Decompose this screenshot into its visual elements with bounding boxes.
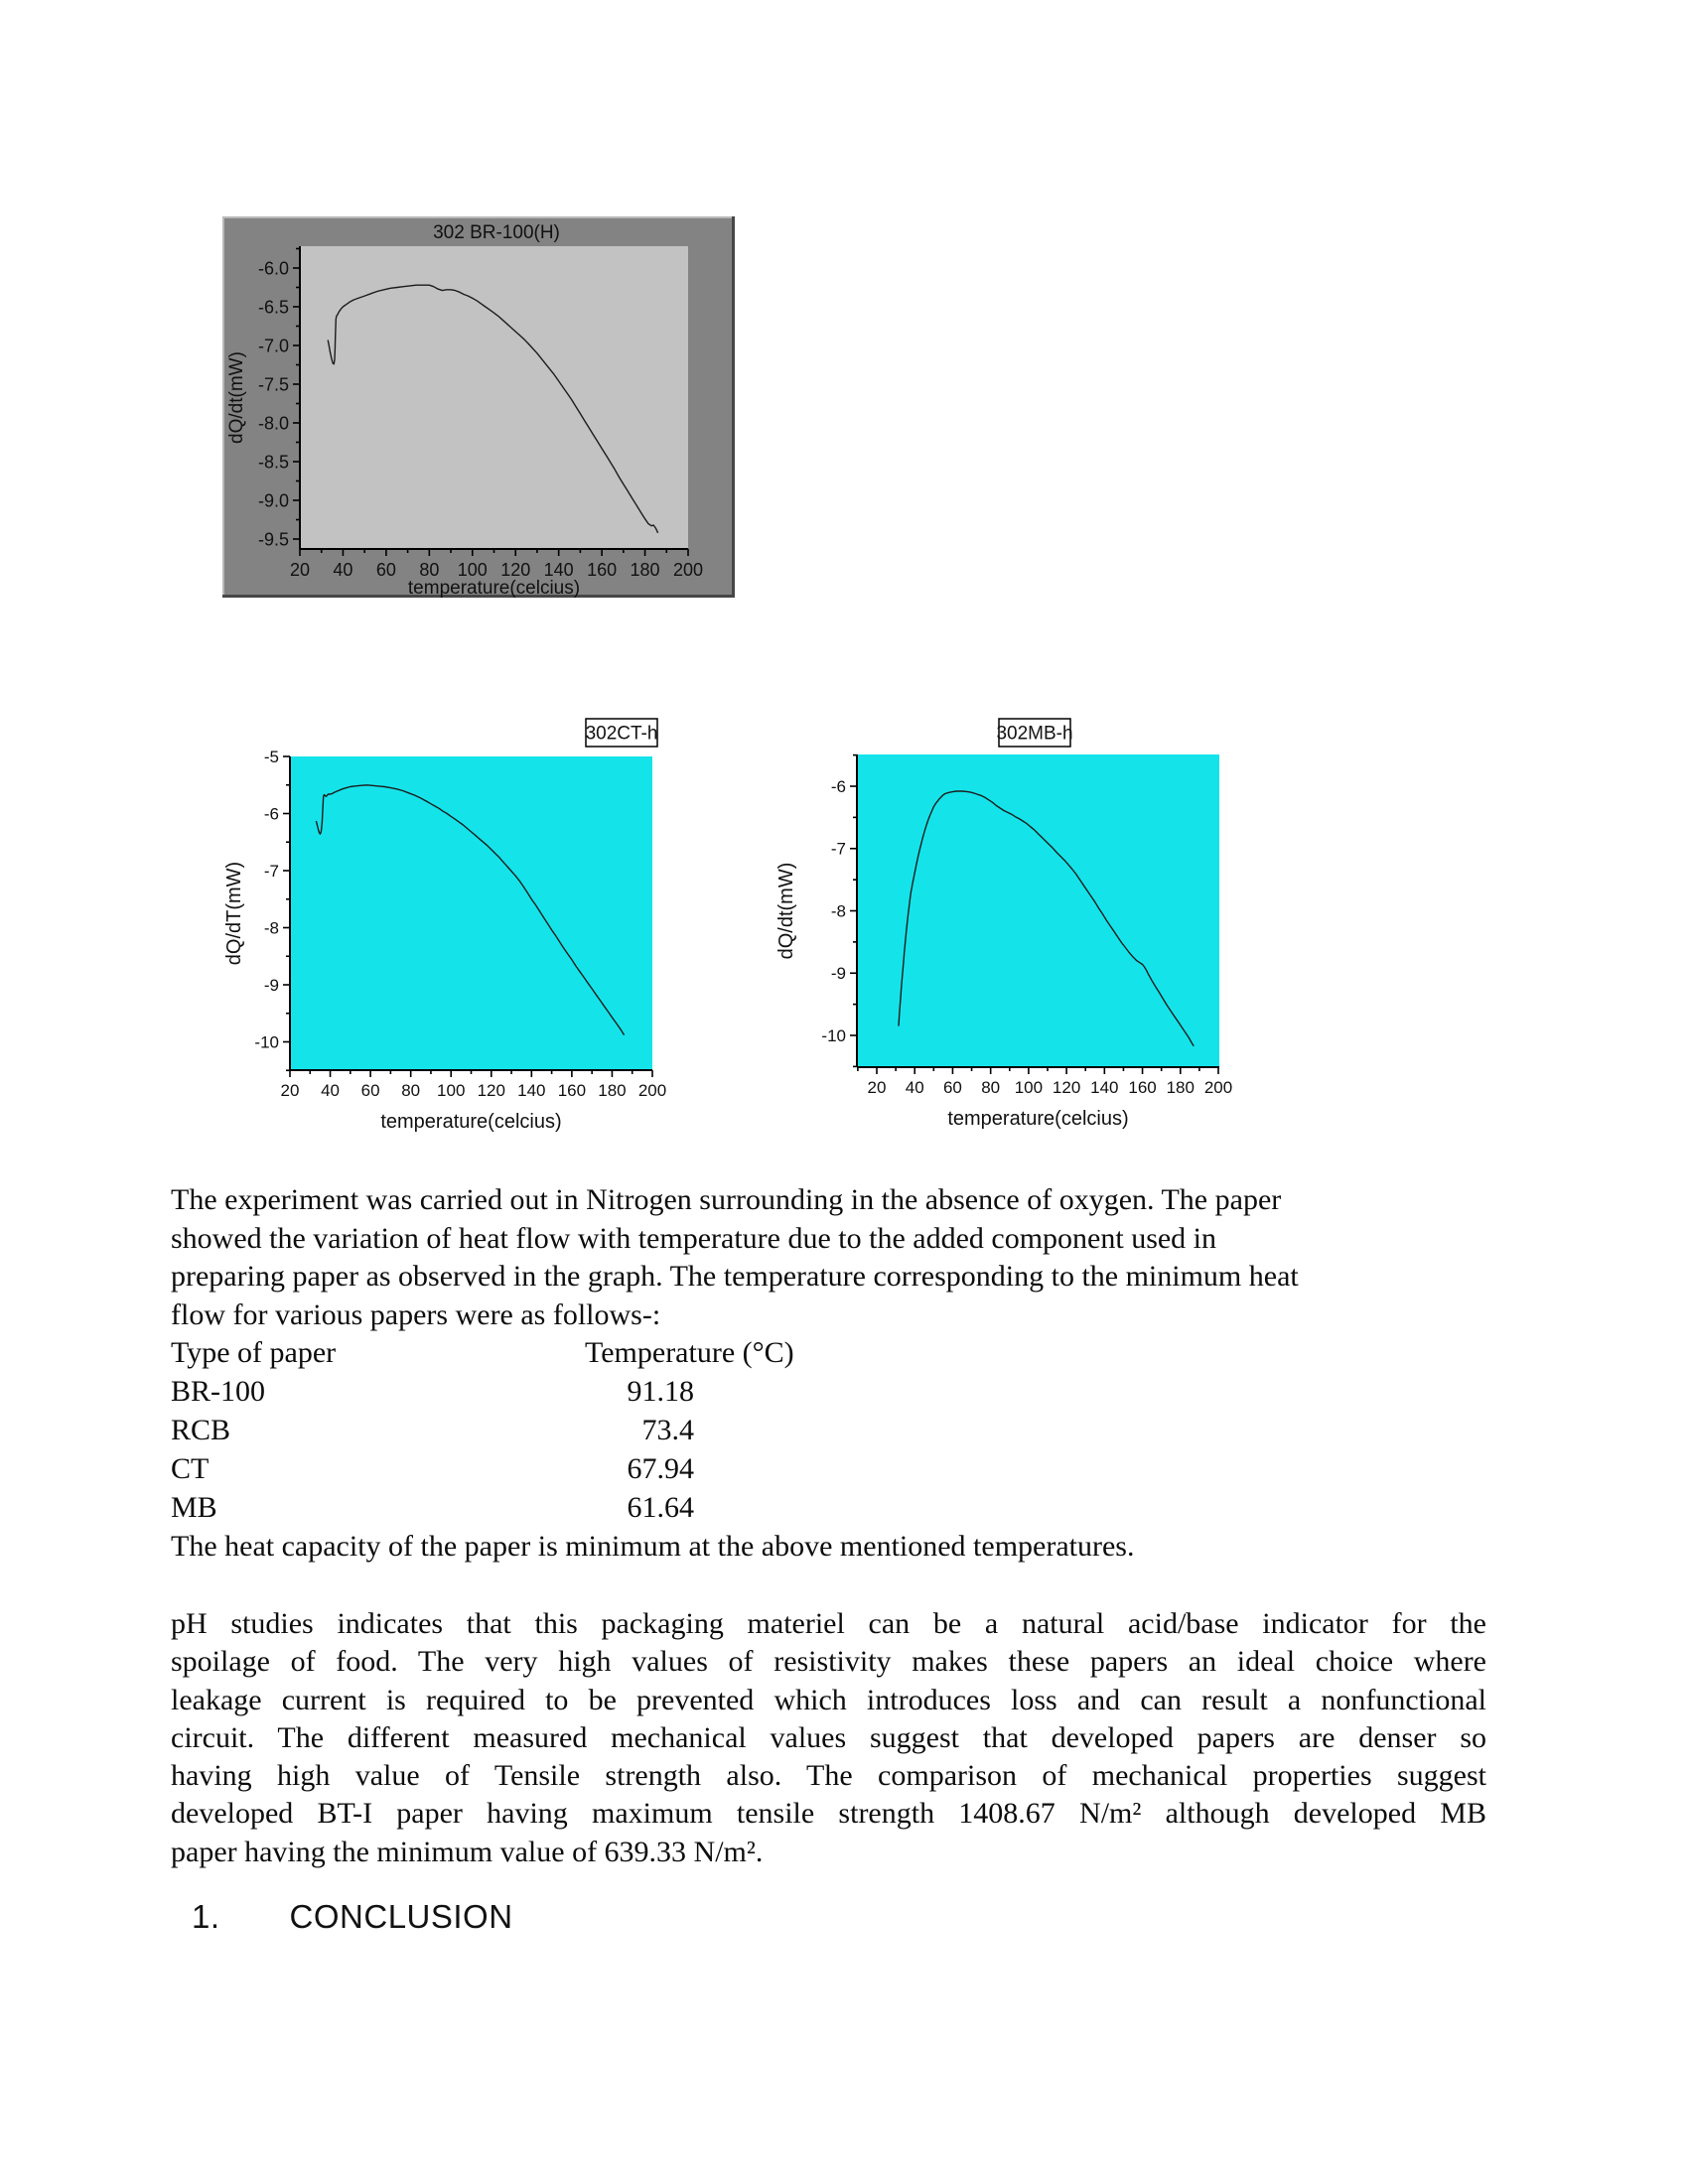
svg-text:-10: -10 xyxy=(821,1025,846,1045)
table-cell-paper-type: CT xyxy=(171,1452,210,1485)
table-row xyxy=(171,1412,1493,1450)
svg-text:100: 100 xyxy=(437,1081,466,1100)
table-cell-temperature: 91.18 xyxy=(627,1375,694,1408)
svg-text:180: 180 xyxy=(630,560,660,580)
text-line: having high value of Tensile strength also. The comparison of mechanical properties suggest xyxy=(171,1759,1486,1793)
chart-302-br-100 xyxy=(222,216,735,598)
svg-text:140: 140 xyxy=(543,560,574,580)
table-cell-temperature: 61.64 xyxy=(627,1491,694,1524)
svg-text:80: 80 xyxy=(981,1078,1001,1097)
svg-text:60: 60 xyxy=(360,1081,380,1100)
svg-text:-6.0: -6.0 xyxy=(257,258,289,279)
svg-text:-7: -7 xyxy=(263,861,279,881)
chart-title: 302MB-h xyxy=(996,723,1073,745)
svg-text:40: 40 xyxy=(333,560,353,580)
svg-text:160: 160 xyxy=(1128,1078,1157,1097)
svg-text:20: 20 xyxy=(867,1078,887,1097)
table-cell-temperature: 67.94 xyxy=(627,1452,694,1485)
svg-text:20: 20 xyxy=(280,1081,300,1100)
table-header-type: Type of paper xyxy=(171,1336,337,1369)
svg-text:-6: -6 xyxy=(263,804,279,824)
svg-text:-7.5: -7.5 xyxy=(257,374,289,395)
table-row xyxy=(171,1450,1493,1489)
svg-text:100: 100 xyxy=(1014,1078,1044,1097)
svg-text:120: 120 xyxy=(1052,1078,1081,1097)
chart-302ct-h xyxy=(179,685,737,1144)
plot-area xyxy=(300,246,688,549)
svg-text:-9: -9 xyxy=(830,964,846,984)
conclusion-title: CONCLUSION xyxy=(289,1898,513,1935)
svg-text:120: 120 xyxy=(477,1081,505,1100)
svg-text:140: 140 xyxy=(517,1081,546,1100)
svg-text:160: 160 xyxy=(587,560,618,580)
table-header-temperature: Temperature (°C) xyxy=(585,1336,794,1369)
text-line: spoilage of food. The very high values of resistivity makes these papers an ideal choice where xyxy=(171,1645,1486,1679)
table-row xyxy=(171,1373,1493,1412)
svg-text:200: 200 xyxy=(1203,1078,1233,1097)
svg-text:200: 200 xyxy=(637,1081,667,1100)
svg-text:180: 180 xyxy=(1166,1078,1195,1097)
svg-text:20: 20 xyxy=(289,560,311,580)
y-axis-label: dQ/dt(mW) xyxy=(226,351,247,444)
chart-svg xyxy=(222,216,735,598)
table-row xyxy=(171,1489,1493,1528)
chart-svg xyxy=(753,685,1311,1144)
svg-text:80: 80 xyxy=(419,560,440,580)
text-line: paper having the minimum value of 639.33 N/m². xyxy=(171,1835,764,1868)
table-cell-paper-type: BR-100 xyxy=(171,1375,266,1408)
text-line: showed the variation of heat flow with temperature due to the added component used in xyxy=(171,1221,1217,1255)
svg-text:140: 140 xyxy=(1090,1078,1119,1097)
svg-text:-5: -5 xyxy=(263,747,279,766)
text-line: leakage current is required to be prevented which introduces loss and can result a nonfunctional xyxy=(171,1683,1486,1716)
svg-text:-6.5: -6.5 xyxy=(257,297,289,318)
chart-302mb-h xyxy=(753,685,1311,1144)
y-axis-label: dQ/dt(mW) xyxy=(775,862,797,960)
svg-text:-7.0: -7.0 xyxy=(257,336,289,356)
text-line: pH studies indicates that this packaging materiel can be a natural acid/base indicator for the xyxy=(171,1607,1486,1640)
svg-text:-9: -9 xyxy=(263,975,279,995)
svg-text:-8.5: -8.5 xyxy=(257,452,289,473)
text-line: developed BT-I paper having maximum tensile strength 1408.67 N/m² although developed MB xyxy=(171,1797,1486,1831)
temperature-table-rows xyxy=(171,1373,1493,1528)
table-header-row xyxy=(171,1334,1493,1373)
conclusion-number: 1. xyxy=(192,1898,220,1935)
svg-text:60: 60 xyxy=(375,560,396,580)
svg-text:-10: -10 xyxy=(254,1032,279,1052)
x-axis-label: temperature(celcius) xyxy=(380,1111,562,1133)
chart-title: 302CT-h xyxy=(585,723,658,745)
svg-text:-8: -8 xyxy=(830,901,846,921)
svg-text:100: 100 xyxy=(457,560,488,580)
svg-text:180: 180 xyxy=(598,1081,627,1100)
plot-area xyxy=(290,756,652,1070)
plot-area xyxy=(857,754,1219,1067)
text-line: The experiment was carried out in Nitrogen surrounding in the absence of oxygen. The paper xyxy=(171,1183,1282,1216)
chart-svg xyxy=(179,685,737,1144)
svg-text:40: 40 xyxy=(321,1081,341,1100)
text-line: preparing paper as observed in the graph. The temperature corresponding to the minimum heat xyxy=(171,1260,1299,1293)
conclusion-heading xyxy=(192,1898,513,1936)
paragraph-experiment xyxy=(171,1181,1493,1334)
table-cell-temperature: 73.4 xyxy=(641,1414,694,1446)
y-axis-label: dQ/dT(mW) xyxy=(223,861,245,966)
svg-text:-7: -7 xyxy=(830,839,846,859)
svg-text:60: 60 xyxy=(942,1078,962,1097)
svg-text:-6: -6 xyxy=(830,776,846,796)
svg-text:120: 120 xyxy=(500,560,531,580)
text-line: circuit. The different measured mechanical values suggest that developed papers are denser so xyxy=(171,1720,1486,1754)
svg-text:40: 40 xyxy=(905,1078,924,1097)
svg-text:160: 160 xyxy=(557,1081,587,1100)
table-cell-paper-type: MB xyxy=(171,1491,217,1524)
svg-text:-8.0: -8.0 xyxy=(257,413,289,434)
text-line: flow for various papers were as follows-: xyxy=(171,1297,661,1331)
svg-text:80: 80 xyxy=(401,1081,421,1100)
table-cell-paper-type: RCB xyxy=(171,1414,231,1446)
x-axis-label: temperature(celcius) xyxy=(947,1108,1129,1130)
paragraph-ph-studies xyxy=(171,1605,1486,1871)
note-heat-capacity: The heat capacity of the paper is minimum at the above mentioned temperatures. xyxy=(171,1530,1135,1563)
svg-text:-9.0: -9.0 xyxy=(257,490,289,511)
text-block-experiment xyxy=(171,1181,1493,1567)
svg-text:-9.5: -9.5 xyxy=(257,529,289,550)
chart-title: 302 BR-100(H) xyxy=(433,222,560,243)
svg-text:200: 200 xyxy=(672,560,704,580)
svg-text:-8: -8 xyxy=(263,918,279,938)
x-axis-label: temperature(celcius) xyxy=(407,578,581,598)
